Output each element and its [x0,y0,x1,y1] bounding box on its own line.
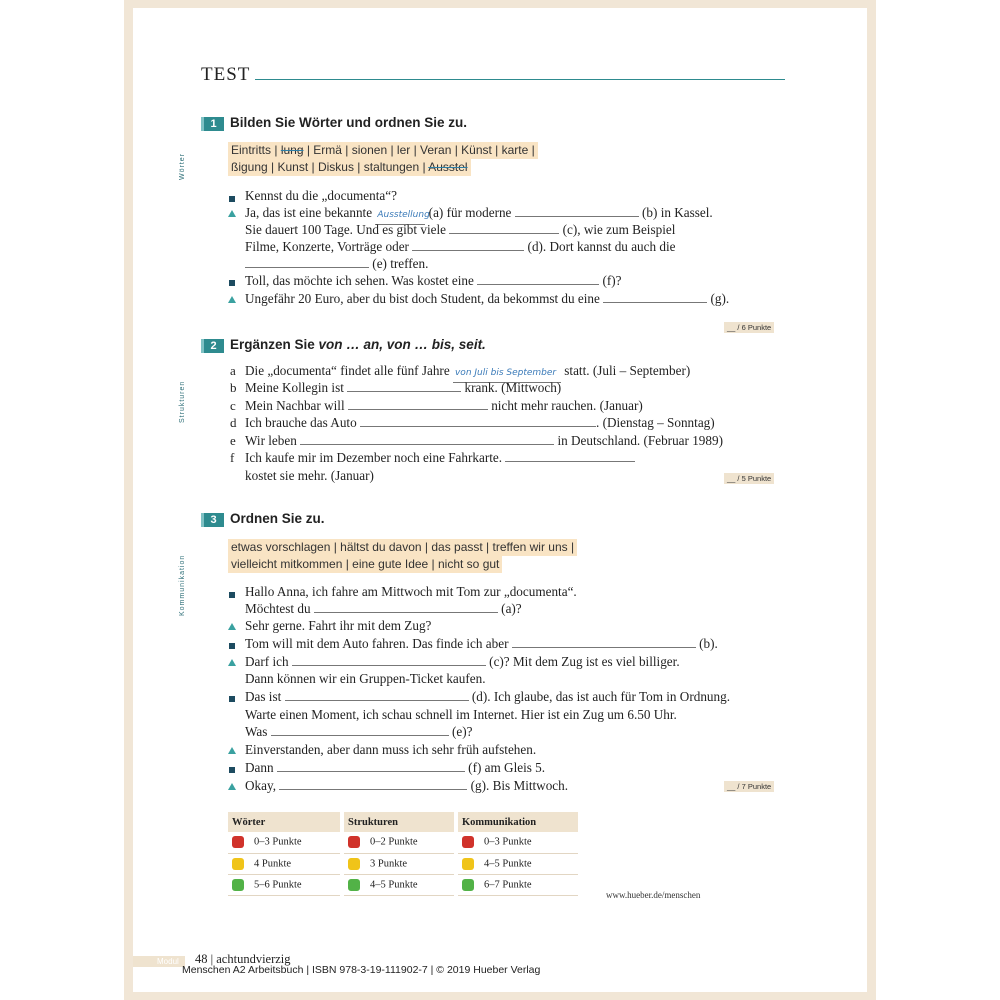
blank-g[interactable] [603,291,707,303]
ex3-line-8: Warte einen Moment, ich schau schnell im Internet. Hier ist ein Zug um 6.50 Uhr. [245,707,677,722]
page-title: TEST [201,64,251,85]
ex1-line-4: Filme, Konzerte, Vorträge oder (d). Dort kannst du auch die [245,239,676,254]
red-dot-icon [462,836,474,848]
blank-3f[interactable] [277,760,465,772]
ex3-line-1: Hallo Anna, ich fahre am Mittwoch mit Tom zur „documenta“. [245,584,577,599]
page-number: 48 | achtundvierzig [195,952,291,966]
ex2-item-b: Meine Kollegin ist krank. (Mittwoch) [245,380,562,395]
blank-f[interactable] [477,273,599,285]
speaker-a-marker [229,643,235,649]
website-link[interactable]: www.hueber.de/menschen [606,890,701,900]
ex3-line-11: Dann (f) am Gleis 5. [245,760,546,775]
blank-2e[interactable] [300,433,554,445]
speaker-a-marker [229,196,235,202]
copyright-line: Menschen A2 Arbeitsbuch | ISBN 978-3-19-111902-7 | © 2019 Hueber Verlag [182,964,541,976]
ex2-item-e: Wir leben in Deutschland. (Februar 1989) [245,433,723,448]
exercise-2-title: Ergänzen Sie von … an, von … bis, seit. [230,337,486,352]
yellow-dot-icon [348,858,360,870]
ex2-item-f: Ich kaufe mir im Dezember noch eine Fahrkarte. [245,449,635,467]
item-letter-f: f [230,450,235,465]
blank-3d[interactable] [285,689,469,701]
ex3-line-5: Darf ich (c)? Mit dem Zug ist es viel billiger. [245,654,680,669]
ex1-line-7: Ungefähr 20 Euro, aber du bist doch Student, da bekommst du eine (g). [245,291,730,306]
item-letter-b: b [230,380,237,395]
blank-2c[interactable] [348,398,488,410]
ex2-item-a: Die „documenta“ findet alle fünf Jahre von Juli bis September statt. (Juli – September) [245,362,690,383]
side-label-kommunikation: Kommunikation [179,554,186,616]
ex2-item-c: Mein Nachbar will nicht mehr rauchen. (Januar) [245,398,643,413]
blank-3c[interactable] [292,654,486,666]
ex1-line-3: Sie dauert 100 Tage. Und es gibt viele (c), wie zum Beispiel [245,222,676,237]
blank-3g[interactable] [279,778,467,790]
header-woerter: Wörter [228,812,342,832]
yellow-dot-icon [462,858,474,870]
exercise-1-number: 1 [203,117,224,131]
side-label-woerter: Wörter [179,153,186,180]
speaker-b-marker [228,783,236,790]
blank-b[interactable] [515,205,639,217]
handwritten-answer: Ausstellung [375,206,425,225]
exercise-2-score: __ / 5 Punkte [724,473,774,484]
title-rule [255,79,785,80]
blank-2f[interactable] [505,450,635,462]
ex3-line-2: Möchtest du (a)? [245,601,522,616]
exercise-3-wordbox-line-2: vielleicht mitkommen | eine gute Idee | nicht so gut [228,556,502,573]
ex3-line-10: Einverstanden, aber dann muss ich sehr früh aufstehen. [245,742,537,757]
table-row: 4 Punkte 3 Punkte 4–5 Punkte [228,853,580,874]
blank-2b[interactable] [347,380,461,392]
speaker-a-marker [229,696,235,702]
item-letter-a: a [230,363,236,378]
exercise-3-title: Ordnen Sie zu. [230,511,325,526]
ex2-item-f-cont: kostet sie mehr. (Januar) [245,468,374,483]
table-row: 0–3 Punkte 0–2 Punkte 0–3 Punkte [228,832,580,853]
item-letter-c: c [230,398,236,413]
exercise-2-number: 2 [203,339,224,353]
ex1-line-5: (e) treffen. [245,255,428,273]
yellow-dot-icon [232,858,244,870]
table-row: 5–6 Punkte 4–5 Punkte 6–7 Punkte [228,874,580,895]
speaker-a-marker [229,767,235,773]
ex3-line-4: Tom will mit dem Auto fahren. Das finde ich aber (b). [245,636,718,651]
speaker-b-marker [228,210,236,217]
exercise-3-score: __ / 7 Punkte [724,781,774,792]
blank-c[interactable] [449,222,559,234]
exercise-3-number: 3 [203,513,224,527]
blank-3b[interactable] [512,636,696,648]
ex3-line-6: Dann können wir ein Gruppen-Ticket kaufen. [245,671,486,686]
item-letter-e: e [230,433,236,448]
speaker-a-marker [229,592,235,598]
speaker-b-marker [228,623,236,630]
red-dot-icon [232,836,244,848]
exercise-3-wordbox-line-1: etwas vorschlagen | hältst du davon | das passt | treffen wir uns | [228,539,577,556]
handwritten-answer: von Juli bis September [453,364,561,383]
exercise-1-score: __ / 6 Punkte [724,322,774,333]
ex2-item-d: Ich brauche das Auto . (Dienstag – Sonntag) [245,415,715,430]
side-label-strukturen: Strukturen [179,380,186,423]
ex3-line-7: Das ist (d). Ich glaube, das ist auch für Tom in Ordnung. [245,689,730,704]
ex1-line-1: Kennst du die „documenta“? [245,188,397,203]
ex1-line-6: Toll, das möchte ich sehen. Was kostet eine (f)? [245,273,622,288]
ex3-line-9: Was (e)? [245,724,473,739]
exercise-1-wordbox-line-2: ßigung | Kunst | Diskus | staltungen | Ausstel [228,159,471,176]
red-dot-icon [348,836,360,848]
speaker-b-marker [228,659,236,666]
speaker-a-marker [229,280,235,286]
blank-2d[interactable] [360,415,596,427]
module-tag: Modul 2 [133,956,185,967]
self-assessment-table [228,812,582,896]
green-dot-icon [348,879,360,891]
header-kommunikation: Kommunikation [456,812,580,832]
workbook-page [133,8,867,992]
exercise-1-wordbox-line-1: Eintritts | lung | Ermä | sionen | ler | Veran | Künst | karte | [228,142,538,159]
blank-d[interactable] [412,239,524,251]
exercise-1-title: Bilden Sie Wörter und ordnen Sie zu. [230,115,468,130]
ex3-line-3: Sehr gerne. Fahrt ihr mit dem Zug? [245,618,432,633]
header-strukturen: Strukturen [342,812,456,832]
ex3-line-12: Okay, (g). Bis Mittwoch. [245,778,569,793]
speaker-b-marker [228,296,236,303]
blank-3e[interactable] [271,724,449,736]
blank-3a[interactable] [314,601,498,613]
ex1-line-2: Ja, das ist eine bekannte Ausstellung (a) für moderne (b) in Kassel. [245,204,713,225]
green-dot-icon [232,879,244,891]
item-letter-d: d [230,415,237,430]
speaker-b-marker [228,747,236,754]
green-dot-icon [462,879,474,891]
blank-e[interactable] [245,256,369,268]
